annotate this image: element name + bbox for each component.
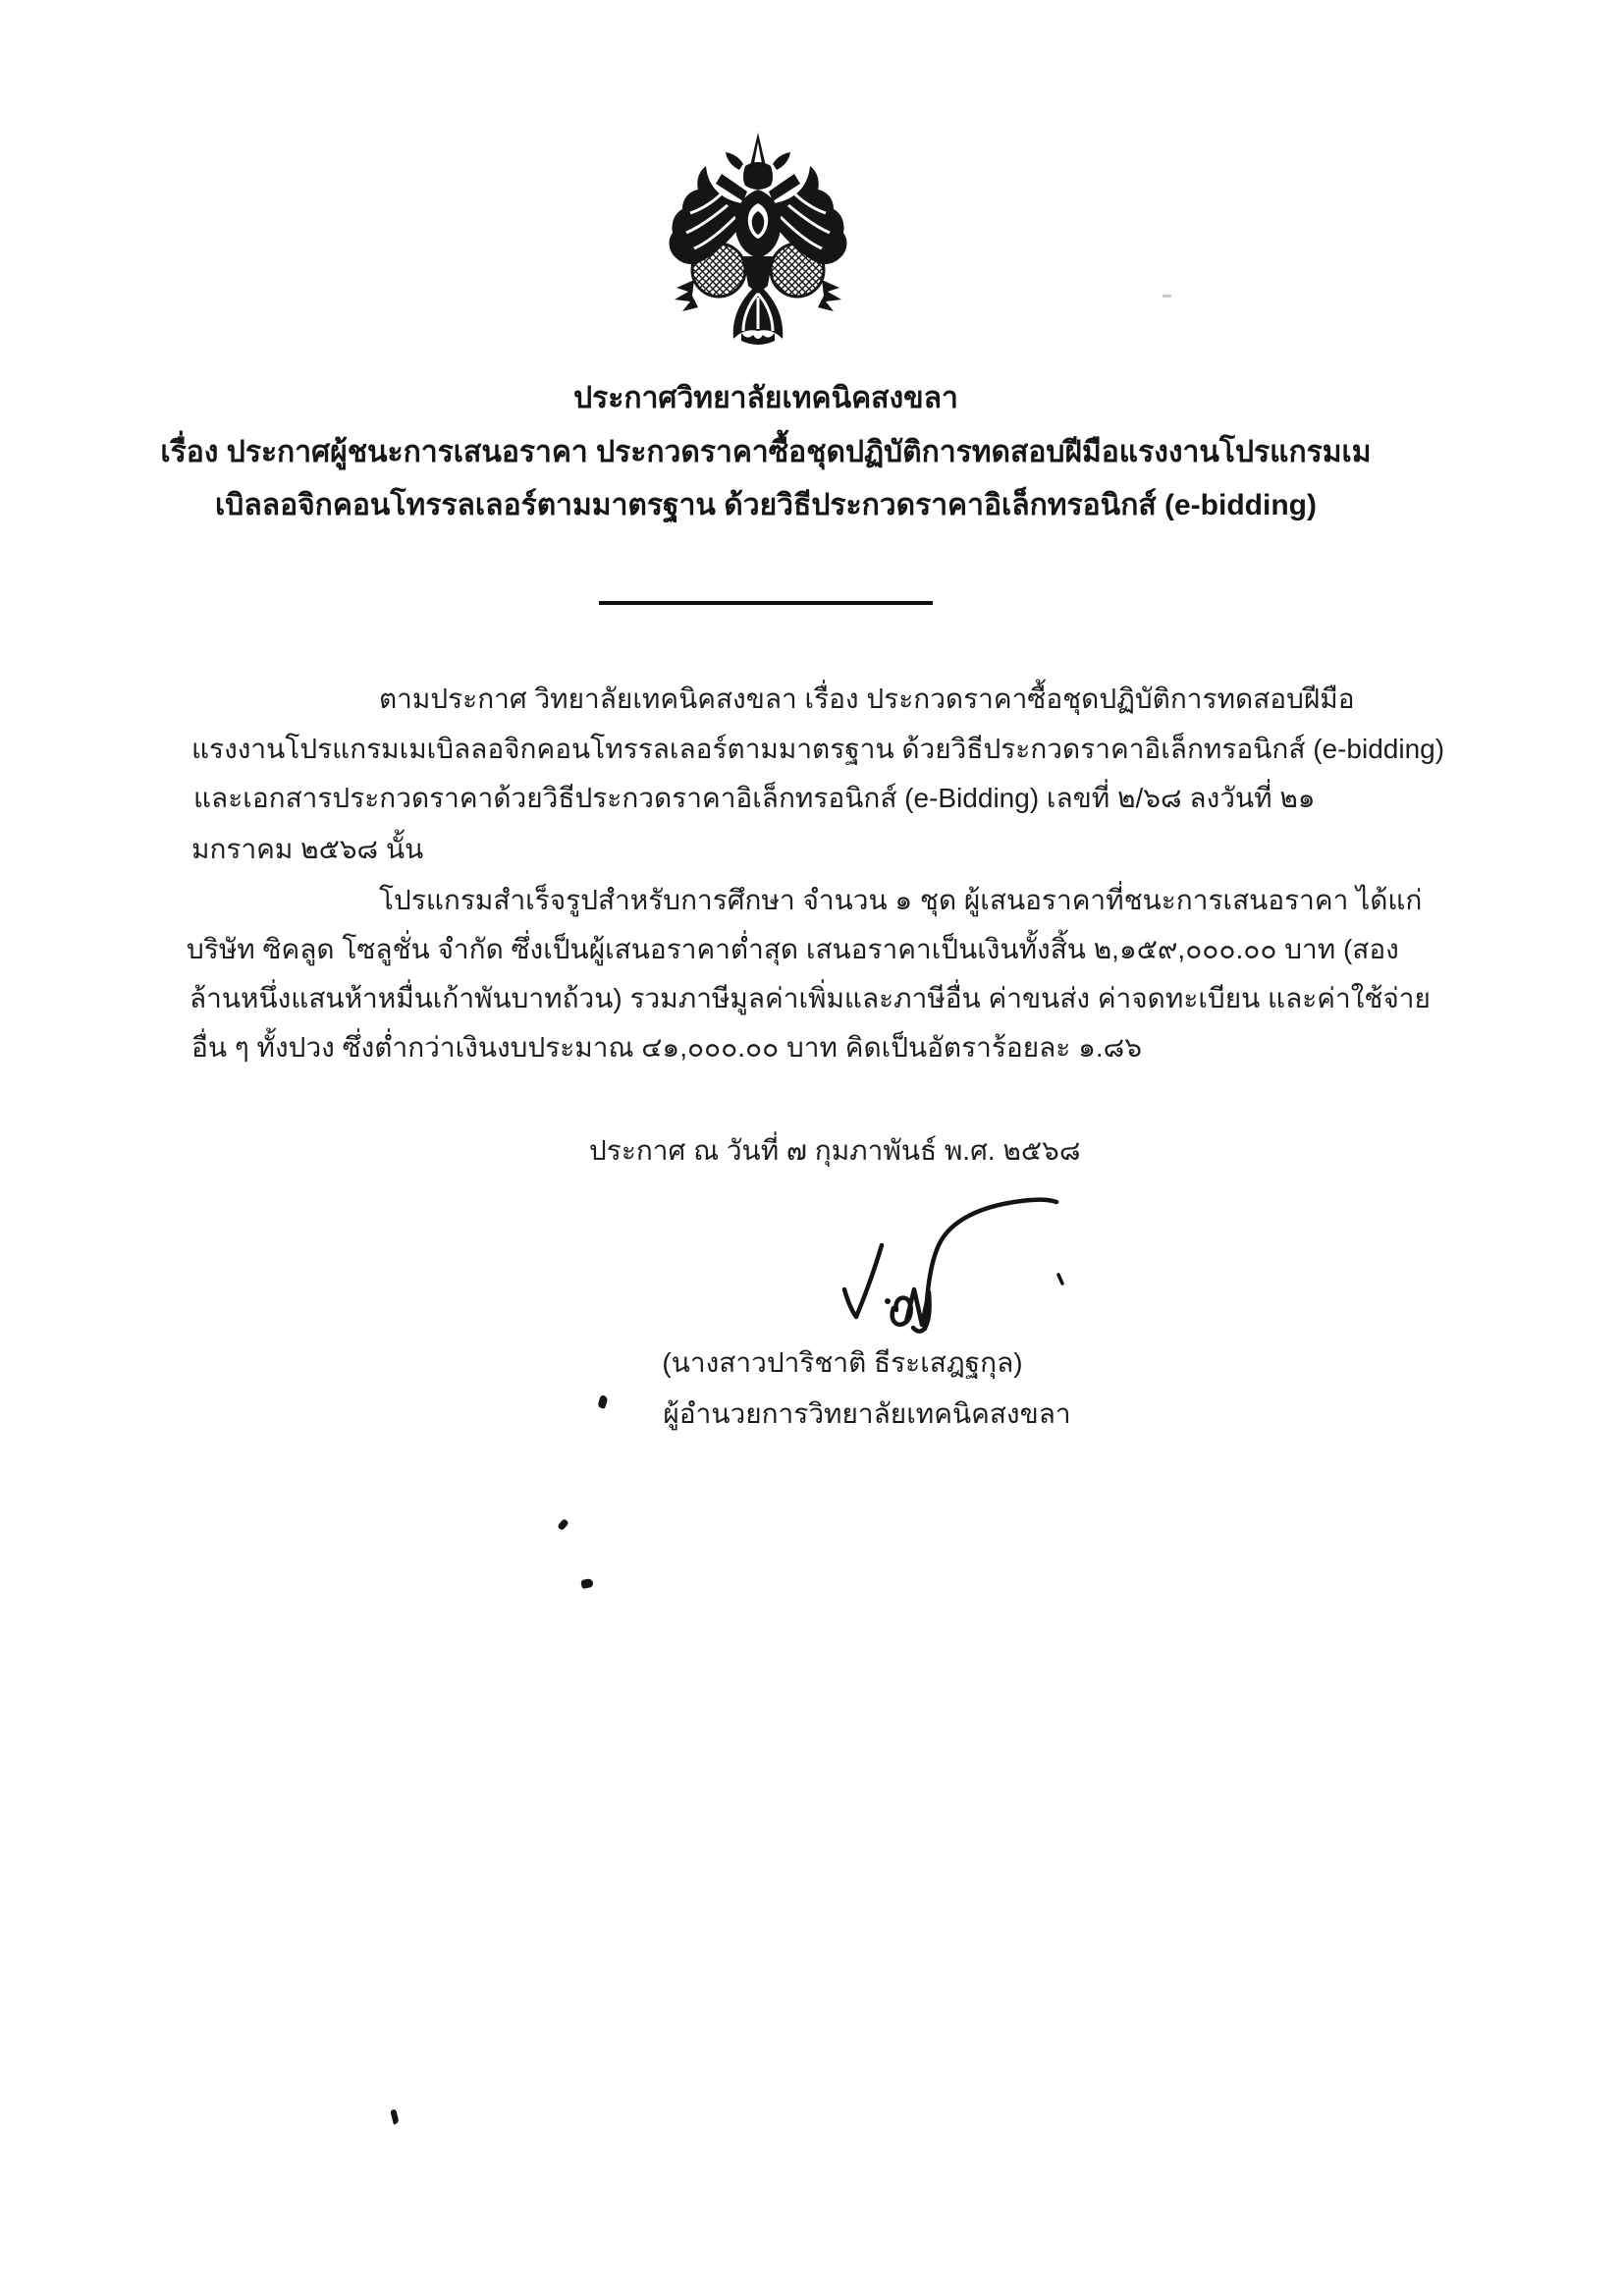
signature-mark	[830, 1188, 1075, 1350]
scan-speck	[557, 1518, 568, 1531]
scan-speck	[390, 2108, 399, 2124]
scan-speck	[580, 1578, 594, 1589]
body-line-5: โปรแกรมสำเร็จรูปสำหรับการศึกษา จำนวน ๑ ชุด ผู้เสนอราคาที่ชนะการเสนอราคา ได้แก่	[379, 885, 1423, 915]
subject-line-1: เรื่อง ประกาศผู้ชนะการเสนอราคา ประกวดราคาซื้อชุดปฏิบัติการทดสอบฝีมือแรงงานโปรแกรมเม	[160, 436, 1372, 468]
subject-line-2: เบิลลอจิกคอนโทรรลเลอร์ตามมาตรฐาน ด้วยวิธีประกวดราคาอิเล็กทรอนิกส์ (e-bidding)	[215, 489, 1317, 521]
body-line-7: ล้านหนึ่งแสนห้าหมื่นเก้าพันบาทถ้วน) รวมภาษีมูลค่าเพิ่มและภาษีอื่น ค่าขนส่ง ค่าจดทะเบียน และค่าใช้จ่าย	[189, 983, 1431, 1013]
page-title: ประกาศวิทยาลัยเทคนิคสงขลา	[573, 382, 958, 414]
divider-rule	[599, 601, 933, 605]
date-line: ประกาศ ณ วันที่ ๗ กุมภาพันธ์ พ.ศ. ๒๕๖๘	[589, 1135, 1081, 1166]
signatory-name: (นางสาวปาริชาติ ธีระเสฎฐกุล)	[662, 1347, 1023, 1378]
body-line-6: บริษัท ซิคลูด โซลูชั่น จำกัด ซึ่งเป็นผู้เสนอราคาต่ำสุด เสนอราคาเป็นเงินทั้งสิ้น ๒,๑๕๙,๐๐๐.๐๐ บาท (สอง	[187, 934, 1399, 964]
body-line-2: แรงงานโปรแกรมเมเบิลลอจิกคอนโทรรลเลอร์ตามมาตรฐาน ด้วยวิธีประกวดราคาอิเล็กทรอนิกส์ (e-bidding)	[191, 734, 1445, 764]
body-line-4: มกราคม ๒๕๖๘ นั้น	[191, 834, 424, 864]
scan-speck	[1163, 295, 1171, 298]
signatory-title: ผู้อำนวยการวิทยาลัยเทคนิคสงขลา	[663, 1398, 1071, 1429]
body-line-8: อื่น ๆ ทั้งปวง ซึ่งต่ำกว่าเงินงบประมาณ ๔๑,๐๐๐.๐๐ บาท คิดเป็นอัตราร้อยละ ๑.๘๖	[191, 1032, 1143, 1063]
garuda-emblem-icon	[664, 131, 852, 352]
body-line-3: และเอกสารประกวดราคาด้วยวิธีประกวดราคาอิเล็กทรอนิกส์ (e-Bidding) เลขที่ ๒/๖๘ ลงวันที่ ๒๑	[193, 783, 1316, 813]
body-line-1: ตามประกาศ วิทยาลัยเทคนิคสงขลา เรื่อง ประกวดราคาซื้อชุดปฏิบัติการทดสอบฝีมือ	[379, 683, 1355, 714]
